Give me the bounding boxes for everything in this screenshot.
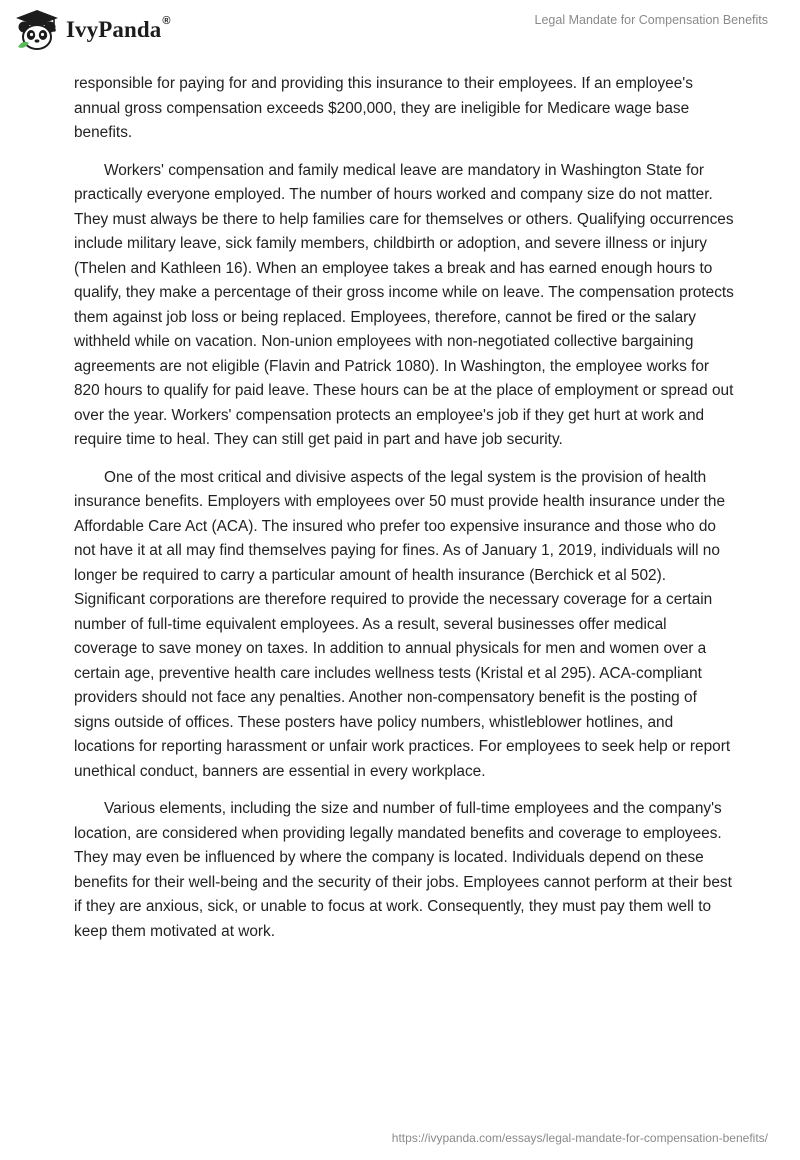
brand-name: IvyPanda® (66, 15, 171, 42)
source-url[interactable]: https://ivypanda.com/essays/legal-mandate-for-compensation-benefits/ (391, 1131, 768, 1145)
ivypanda-logo[interactable] (14, 8, 171, 52)
paragraph: One of the most critical and divisive aspects of the legal system is the provision of health insurance benefits. Employers with employees over 50 must provide health insurance under the Affordable Care Act (ACA). The insured who prefer too expensive insurance and those who do not have it at all may find themselves paying for fines. As of January 1, 2019, individuals will no longer be required to carry a particular amount of health insurance (Berchick et al 502). Significant corporations are therefore required to provide the necessary coverage for a certain number of full-time equivalent employees. As a result, several businesses offer medical coverage to save money on taxes. In addition to annual physicals for men and women over a certain age, preventive health care includes wellness tests (Kristal et al 295). ACA-compliant providers should not face any penalties. Another non-compensatory benefit is the posting of signs outside of offices. These posters have policy numbers, whistleblower hotlines, and locations for reporting harassment or unfair work practices. For employees to seek help or report unethical conduct, banners are essential in every workplace. (74, 468, 731, 780)
paragraph: Workers' compensation and family medical leave are mandatory in Washington State for practically everyone employed. The number of hours worked and company size do not matter. They must always be there to help families care for themselves or others. Qualifying occurrences include military leave, sick family members, childbirth or adoption, and severe illness or injury (Thelen and Kathleen 16). When an employee takes a break and has earned enough hours to qualify, they make a percentage of their gross income while on leave. The compensation protects them against job loss or being replaced. Employees, therefore, cannot be fired or the salary withheld while on vacation. Non-union employees with non-negotiated collective bargaining agreements are not eligible (Flavin and Patrick 1080). In Washington, the employee works for 820 hours to qualify for paid leave. These hours can be at the place of employment or spread out over the year. Workers' compensation protects an employee's job if they get hurt at work and require time to heal. They can still get paid in part and have job security. (74, 161, 734, 448)
paragraph-continued: responsible for paying for and providing this insurance to their employees. If an employee's annual gross compensation exceeds $200,000, they are ineligible for Medicare wage base benefits. (74, 75, 693, 141)
registered-mark: ® (162, 15, 171, 27)
essay-body (74, 72, 734, 957)
paragraph: Various elements, including the size and number of full-time employees and the company's location, are considered when providing legally mandated benefits and coverage to employees. They may even be influenced by where the company is located. Individuals depend on these benefits for their well-being and the security of their jobs. Employees cannot perform at their best if they are anxious, sick, or unable to focus at work. Consequently, they must pay them well to keep them motivated at work. (74, 800, 732, 940)
panda-icon (14, 9, 60, 51)
document-title: Legal Mandate for Compensation Benefits (534, 13, 768, 27)
page-header (0, 0, 800, 64)
